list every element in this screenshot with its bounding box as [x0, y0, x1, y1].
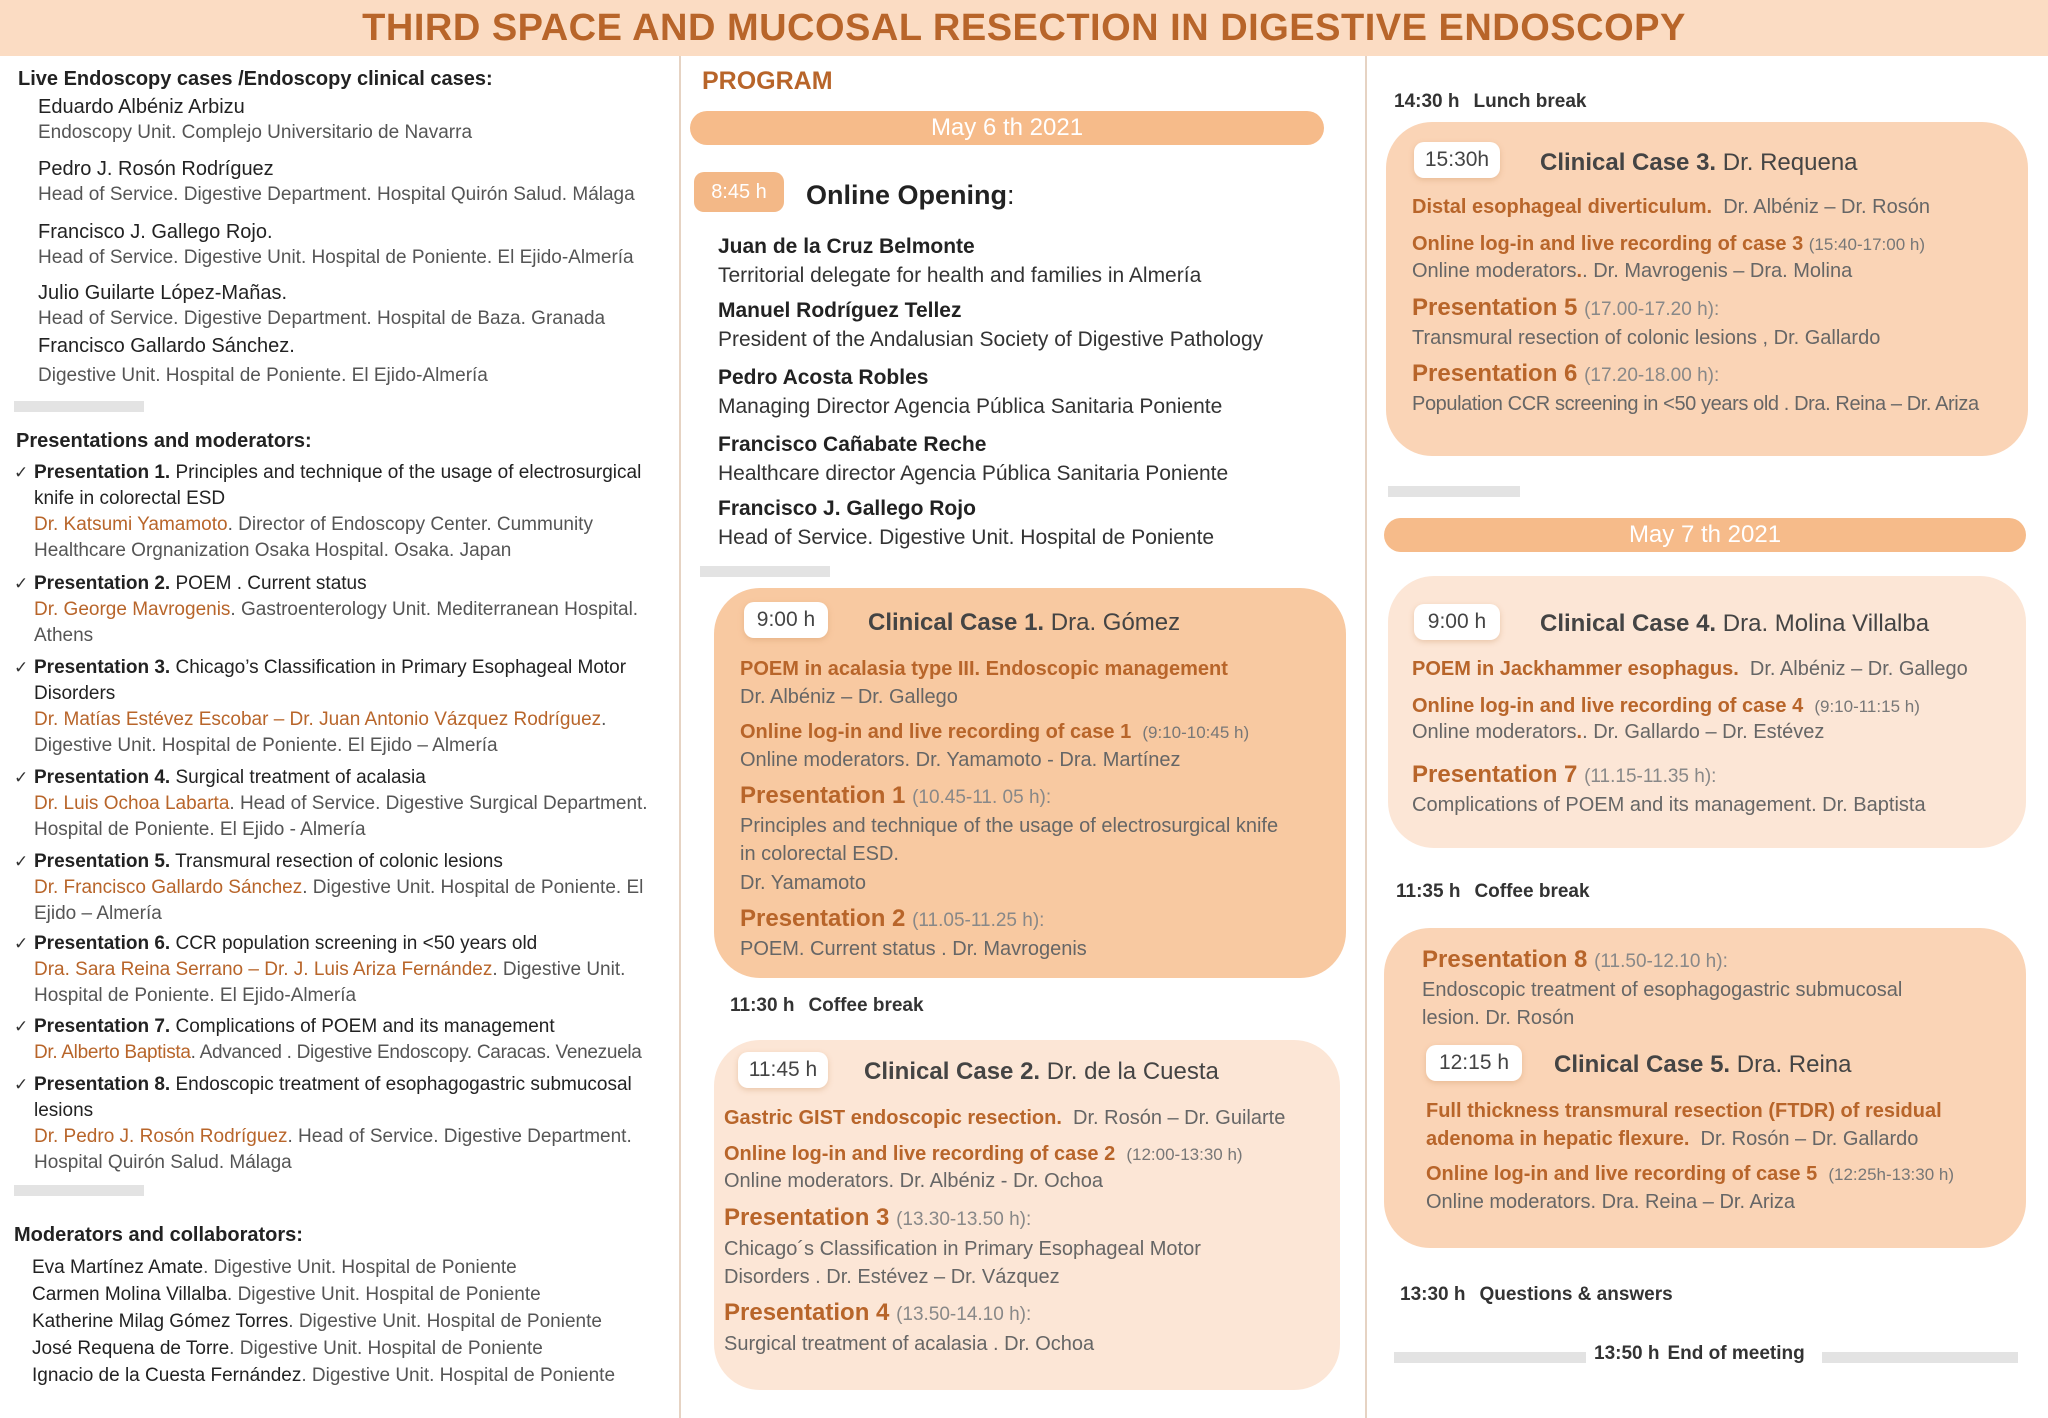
case4-p7-line — [1412, 791, 1926, 819]
live-person — [38, 94, 472, 146]
presentation-item — [14, 571, 670, 649]
break-label: Coffee break — [808, 995, 924, 1016]
break-label: Questions & answers — [1479, 1284, 1673, 1305]
case3-topic — [1412, 193, 1930, 221]
column-divider-left — [679, 56, 681, 1418]
presentation-affiliation: . Head of Service. Digestive Surgical Department. — [229, 793, 648, 814]
case-topic: POEM in Jackhammer esophagus. — [1412, 658, 1739, 680]
checkmark-icon: ✓ — [14, 934, 29, 953]
presentation-item — [14, 849, 670, 927]
title-bar — [0, 0, 2048, 56]
presentation-title: Transmural resection of colonic lesions — [175, 851, 503, 872]
presentation-label: Presentation 7 — [1412, 761, 1578, 788]
presentation-label: Presentation 3 — [724, 1204, 890, 1231]
live-time: (9:10-11:15 h) — [1814, 697, 1920, 716]
presentation-affiliation-cont: Hospital de Poniente. El Ejido-Almería — [34, 985, 357, 1006]
person-name: Francisco Gallardo Sánchez. — [38, 335, 295, 357]
break-label: End of meeting — [1667, 1343, 1805, 1364]
presentation-label: Presentation 6 — [1412, 360, 1578, 387]
coffee-break-2 — [1396, 881, 1590, 903]
presentation-text: lesion. Dr. Rosón — [1422, 1007, 1575, 1029]
case3-presentation-6 — [1412, 360, 1719, 388]
presentation-text: Dr. Yamamoto — [740, 872, 866, 894]
case4-title — [1540, 610, 1929, 638]
presentation-item — [14, 931, 670, 1009]
section-divider — [1394, 1352, 1586, 1363]
case5-topic-cont — [1426, 1125, 1918, 1153]
case2-p3-line — [724, 1263, 1060, 1291]
presentation-label: Presentation 1. — [34, 462, 171, 483]
live-person — [38, 156, 635, 208]
presentation-text: Surgical treatment of acalasia . Dr. Ochoa — [724, 1333, 1095, 1355]
case-label: Clinical Case 3. — [1540, 149, 1717, 176]
speaker-name: Pedro Acosta Robles — [718, 366, 929, 389]
day2-banner: May 7 th 2021 — [1384, 518, 2026, 552]
topic-doctors: Dr. Rosón – Dr. Guilarte — [1073, 1107, 1286, 1129]
speaker-affiliation: Healthcare director Agencia Pública Sanitaria Poniente — [718, 462, 1229, 485]
opening-speaker — [718, 296, 1263, 354]
presentation-title: Principles and technique of the usage of electrosurgical — [175, 462, 642, 483]
presentation-item — [14, 765, 670, 843]
live-recording: Online log-in and live recording of case 3 — [1412, 233, 1804, 255]
break-time: 11:35 h — [1396, 881, 1461, 902]
break-time: 13:30 h — [1400, 1284, 1466, 1305]
presentation-text: Population CCR screening in <50 years old . Dra. Reina – Dr. Ariza — [1412, 393, 1979, 415]
case2-presentation-3 — [724, 1204, 1031, 1232]
case2-title — [864, 1058, 1219, 1086]
presentation-time: (10.45-11. 05 h): — [912, 787, 1052, 808]
topic-doctors: Dr. Albéniz – Dr. Rosón — [1723, 196, 1930, 218]
case5-live — [1426, 1160, 1954, 1189]
collaborator — [32, 1335, 543, 1362]
case1-title — [868, 609, 1180, 637]
presentation-title: Complications of POEM and its management — [175, 1016, 555, 1037]
presentation-text: Disorders . Dr. Estévez – Dr. Vázquez — [724, 1266, 1060, 1288]
presentation-item — [14, 655, 670, 759]
speaker-name: Manuel Rodríguez Tellez — [718, 299, 962, 322]
collaborator — [32, 1362, 615, 1389]
moderators-names: . Dr. Gallardo – Dr. Estévez — [1582, 721, 1825, 743]
case5-topic — [1426, 1097, 1942, 1125]
live-time: (9:10-10:45 h) — [1142, 723, 1250, 742]
presentation-affiliation-cont: Ejido – Almería — [34, 903, 162, 924]
presentation-affiliation: . Digestive Unit. Hospital de Poniente. El — [302, 877, 644, 898]
presentation-affiliation-cont: Athens — [34, 625, 94, 646]
break-time: 14:30 h — [1394, 91, 1460, 112]
case5-title — [1554, 1051, 1851, 1079]
collaborator-affiliation: . Digestive Unit. Hospital de Poniente — [227, 1284, 541, 1305]
page-title: THIRD SPACE AND MUCOSAL RESECTION IN DIGESTIVE ENDOSCOPY — [362, 6, 1686, 49]
case3-time-badge: 15:30h — [1414, 142, 1500, 178]
case2-topic — [724, 1104, 1285, 1132]
presentation-title: CCR population screening in <50 years old — [175, 933, 538, 954]
presentation-label: Presentation 8. — [34, 1074, 171, 1095]
speaker-affiliation: Head of Service. Digestive Unit. Hospital de Poniente — [718, 526, 1215, 549]
presentation-label: Presentation 4. — [34, 767, 171, 788]
case1-topic — [740, 655, 1228, 683]
presentation-label: Presentation 3. — [34, 657, 171, 678]
section-divider — [14, 401, 144, 412]
presentation-text: Endoscopic treatment of esophagogastric submucosal — [1422, 979, 1903, 1001]
checkmark-icon: ✓ — [14, 1075, 29, 1094]
live-time: (12:25h-13:30 h) — [1828, 1165, 1955, 1184]
presentation-label: Presentation 1 — [740, 782, 906, 809]
case5-time-badge: 12:15 h — [1426, 1045, 1522, 1081]
case-doctor: Dr. de la Cuesta — [1046, 1058, 1219, 1085]
case1-p1-line — [740, 840, 899, 868]
presentation-affiliation: . Advanced . Digestive Endoscopy. Caracas. Venezuela — [190, 1042, 642, 1063]
case5-presentation-8 — [1422, 946, 1728, 974]
day1-banner: May 6 th 2021 — [690, 111, 1324, 145]
collaborator-name: Ignacio de la Cuesta Fernández — [32, 1365, 302, 1386]
case-topic: Gastric GIST endoscopic resection. — [724, 1107, 1062, 1129]
presentation-label: Presentation 2. — [34, 573, 171, 594]
case5-p8-line — [1422, 976, 1902, 1004]
person-affiliation: Endoscopy Unit. Complejo Universitario de Navarra — [38, 122, 473, 143]
opening-speaker — [718, 232, 1201, 290]
presentation-title: Surgical treatment of acalasia — [175, 767, 426, 788]
live-cases-heading: Live Endoscopy cases /Endoscopy clinical cases: — [18, 68, 493, 90]
moderators-names: . Dr. Mavrogenis – Dra. Molina — [1582, 260, 1853, 282]
case3-p6-line — [1412, 390, 1979, 418]
topic-doctors: Dr. Rosón – Dr. Gallardo — [1700, 1128, 1919, 1150]
presentation-title: Endoscopic treatment of esophagogastric submucosal — [175, 1074, 632, 1095]
presentation-text: Transmural resection of colonic lesions , Dr. Gallardo — [1412, 327, 1881, 349]
speaker-name: Francisco J. Gallego Rojo — [718, 497, 976, 520]
presentation-label: Presentation 2 — [740, 905, 906, 932]
checkmark-icon: ✓ — [14, 463, 29, 482]
person-affiliation: Digestive Unit. Hospital de Poniente. El Ejido-Almería — [38, 365, 488, 386]
moderators: Online moderators — [1412, 260, 1577, 282]
case4-time-badge: 9:00 h — [1414, 604, 1500, 640]
presentation-affiliation: . Gastroenterology Unit. Mediterranean Hospital. — [230, 599, 639, 620]
checkmark-icon: ✓ — [14, 1017, 29, 1036]
presentation-title-cont: knife in colorectal ESD — [34, 488, 226, 509]
topic-doctors: Dr. Albéniz – Dr. Gallego — [1749, 658, 1968, 680]
collaborator-name: José Requena de Torre — [32, 1338, 230, 1359]
presentation-label: Presentation 7. — [34, 1016, 171, 1037]
opening-title-text: Online Opening — [806, 180, 1007, 210]
checkmark-icon: ✓ — [14, 768, 29, 787]
moderators: Online moderators. Dr. Albéniz - Dr. Ochoa — [724, 1170, 1104, 1192]
speaker-name: Francisco Cañabate Reche — [718, 433, 987, 456]
presentation-label: Presentation 4 — [724, 1299, 890, 1326]
case1-p1-line — [740, 869, 866, 897]
opening-speaker — [718, 363, 1222, 421]
case-doctor: Dr. Requena — [1722, 149, 1858, 176]
case3-p5-line — [1412, 324, 1880, 352]
person-name: Julio Guilarte López-Mañas. — [38, 282, 288, 304]
case2-time-badge: 11:45 h — [738, 1052, 828, 1088]
presentation-label: Presentation 5. — [34, 851, 171, 872]
case-topic: Full thickness transmural resection (FTDR) of residual — [1426, 1100, 1942, 1122]
presentation-affiliation-cont: Healthcare Orgnanization Osaka Hospital. Osaka. Japan — [34, 540, 512, 561]
collaborator-name: Eva Martínez Amate — [32, 1257, 204, 1278]
checkmark-icon: ✓ — [14, 852, 29, 871]
presentation-time: (17.20-18.00 h): — [1584, 365, 1720, 386]
person-affiliation: Head of Service. Digestive Department. Hospital de Baza. Granada — [38, 308, 606, 329]
presentation-doctor: Dr. Francisco Gallardo Sánchez — [34, 877, 303, 898]
presentation-text: Chicago´s Classification in Primary Esophageal Motor — [724, 1238, 1201, 1260]
collaborators-heading: Moderators and collaborators: — [14, 1224, 303, 1246]
case1-moderators — [740, 746, 1181, 774]
live-recording: Online log-in and live recording of case 1 — [740, 721, 1132, 743]
presentation-affiliation-cont: Digestive Unit. Hospital de Poniente. El Ejido – Almería — [34, 735, 498, 756]
case1-topic-doctors — [740, 683, 958, 711]
collaborator-affiliation: . Digestive Unit. Hospital de Poniente — [203, 1257, 517, 1278]
case-label: Clinical Case 1. — [868, 609, 1045, 636]
case2-p4-line — [724, 1330, 1094, 1358]
presentation-time: (11.50-12.10 h): — [1594, 951, 1728, 972]
presentation-label: Presentation 6. — [34, 933, 171, 954]
presentations-heading: Presentations and moderators: — [16, 430, 312, 452]
end-of-meeting — [1594, 1343, 1805, 1365]
moderators: Online moderators. Dr. Yamamoto - Dra. Martínez — [740, 749, 1181, 771]
break-time: 13:50 h — [1594, 1343, 1660, 1364]
case1-presentation-2 — [740, 905, 1044, 933]
case3-presentation-5 — [1412, 294, 1719, 322]
case1-p1-line — [740, 812, 1278, 840]
live-recording: Online log-in and live recording of case 5 — [1426, 1163, 1818, 1185]
moderators: Online moderators. Dra. Reina – Dr. Ariza — [1426, 1191, 1796, 1213]
coffee-break-1 — [730, 995, 924, 1017]
presentation-affiliation: . Head of Service. Digestive Department. — [287, 1126, 632, 1147]
case1-live — [740, 718, 1249, 747]
collaborator — [32, 1281, 541, 1308]
presentation-title-cont: Disorders — [34, 683, 116, 704]
presentation-text: in colorectal ESD. — [740, 843, 899, 865]
case-doctor: Dra. Molina Villalba — [1722, 610, 1930, 637]
break-time: 11:30 h — [730, 995, 795, 1016]
presentation-affiliation: . Digestive Unit. — [492, 959, 626, 980]
collaborator-name: Carmen Molina Villalba — [32, 1284, 228, 1305]
case-topic-cont: adenoma in hepatic flexure. — [1426, 1128, 1690, 1150]
live-time: (15:40-17:00 h) — [1808, 235, 1926, 254]
case5-moderators — [1426, 1188, 1795, 1216]
section-divider — [1388, 486, 1520, 497]
case1-presentation-1 — [740, 782, 1051, 810]
presentation-time: (11.15-11.35 h): — [1584, 766, 1717, 787]
case3-title — [1540, 149, 1858, 177]
opening-colon: : — [1007, 180, 1015, 210]
presentation-item — [14, 460, 670, 564]
moderators: Online moderators — [1412, 721, 1577, 743]
case4-moderators: Online moderators.. Dr. Gallardo – Dr. Estévez — [1412, 721, 1825, 743]
opening-speaker — [718, 494, 1214, 552]
break-label: Lunch break — [1473, 91, 1587, 112]
case2-presentation-4 — [724, 1299, 1031, 1327]
person-name: Pedro J. Rosón Rodríguez — [38, 158, 274, 180]
presentation-text: Principles and technique of the usage of electrosurgical knife — [740, 815, 1279, 837]
case2-moderators — [724, 1167, 1103, 1195]
presentation-affiliation: . — [601, 709, 607, 730]
case5-p8-line — [1422, 1004, 1574, 1032]
case-label: Clinical Case 5. — [1554, 1051, 1731, 1078]
person-name: Francisco J. Gallego Rojo. — [38, 221, 273, 243]
case4-live — [1412, 692, 1920, 721]
case2-p3-line — [724, 1235, 1201, 1263]
live-recording: Online log-in and live recording of case 4 — [1412, 695, 1804, 717]
live-person — [38, 333, 488, 389]
collaborator — [32, 1308, 602, 1335]
presentation-title: Chicago’s Classification in Primary Esophageal Motor — [175, 657, 627, 678]
presentation-doctor: Dr. Matías Estévez Escobar – Dr. Juan Antonio Vázquez Rodríguez — [34, 709, 602, 730]
presentation-text: POEM. Current status . Dr. Mavrogenis — [740, 938, 1087, 960]
presentation-doctor: Dr. Luis Ochoa Labarta — [34, 793, 230, 814]
section-divider — [14, 1185, 144, 1196]
case-label: Clinical Case 4. — [1540, 610, 1717, 637]
presentation-label: Presentation 8 — [1422, 946, 1588, 973]
opening-time-badge: 8:45 h — [694, 172, 784, 212]
presentation-doctor: Dr. George Mavrogenis — [34, 599, 231, 620]
questions-answers — [1400, 1284, 1673, 1306]
program-heading: PROGRAM — [702, 67, 833, 95]
presentation-affiliation-cont: Hospital Quirón Salud. Málaga — [34, 1152, 292, 1173]
presentation-label: Presentation 5 — [1412, 294, 1578, 321]
live-recording: Online log-in and live recording of case 2 — [724, 1143, 1116, 1165]
collaborator-affiliation: . Digestive Unit. Hospital de Poniente — [229, 1338, 543, 1359]
case-label: Clinical Case 2. — [864, 1058, 1041, 1085]
presentation-title: POEM . Current status — [175, 573, 367, 594]
presentation-doctor: Dr. Alberto Baptista — [34, 1042, 191, 1063]
presentation-time: (17.00-17.20 h): — [1584, 299, 1720, 320]
presentation-item — [14, 1072, 670, 1176]
case-doctor: Dra. Gómez — [1050, 609, 1181, 636]
speaker-affiliation: Managing Director Agencia Pública Sanitaria Poniente — [718, 395, 1223, 418]
case4-presentation-7 — [1412, 761, 1716, 789]
presentation-text: Complications of POEM and its management. Dr. Baptista — [1412, 794, 1926, 816]
presentation-item — [14, 1014, 670, 1066]
case-topic: Distal esophageal diverticulum. — [1412, 196, 1713, 218]
case1-time-badge: 9:00 h — [744, 602, 828, 638]
person-affiliation: Head of Service. Digestive Unit. Hospital de Poniente. El Ejido-Almería — [38, 247, 634, 268]
collaborator-affiliation: . Digestive Unit. Hospital de Poniente — [301, 1365, 616, 1386]
opening-speaker — [718, 430, 1228, 488]
presentation-affiliation-cont: Hospital de Poniente. El Ejido - Almería — [34, 819, 366, 840]
case1-p2-line — [740, 935, 1087, 963]
opening-title — [806, 180, 1015, 211]
case-doctor: Dra. Reina — [1736, 1051, 1852, 1078]
case3-moderators: Online moderators.. Dr. Mavrogenis – Dra. Molina — [1412, 260, 1853, 282]
topic-doctors: Dr. Albéniz – Dr. Gallego — [740, 686, 958, 708]
case-topic: POEM in acalasia type III. Endoscopic management — [740, 658, 1228, 680]
presentation-time: (13.30-13.50 h): — [896, 1209, 1032, 1230]
presentation-doctor: Dr. Katsumi Yamamoto — [34, 514, 228, 535]
speaker-name: Juan de la Cruz Belmonte — [718, 235, 975, 258]
break-label: Coffee break — [1474, 881, 1590, 902]
case2-live — [724, 1140, 1243, 1169]
live-time: (12:00-13:30 h) — [1126, 1145, 1243, 1164]
checkmark-icon: ✓ — [14, 658, 29, 677]
section-divider — [700, 566, 830, 577]
case4-topic — [1412, 655, 1968, 683]
live-person — [38, 280, 605, 332]
live-person — [38, 219, 634, 271]
collaborator-name: Katherine Milag Gómez Torres — [32, 1311, 289, 1332]
collaborator — [32, 1254, 517, 1281]
presentation-time: (13.50-14.10 h): — [896, 1304, 1032, 1325]
speaker-affiliation: President of the Andalusian Society of Digestive Pathology — [718, 328, 1264, 351]
lunch-break — [1394, 91, 1586, 113]
section-divider — [1822, 1352, 2018, 1363]
checkmark-icon: ✓ — [14, 574, 29, 593]
case3-live — [1412, 230, 1925, 259]
presentation-doctor: Dra. Sara Reina Serrano – Dr. J. Luis Ariza Fernández — [34, 959, 493, 980]
presentation-affiliation: . Director of Endoscopy Center. Cummunity — [227, 514, 593, 535]
collaborator-affiliation: . Digestive Unit. Hospital de Poniente — [288, 1311, 602, 1332]
presentation-doctor: Dr. Pedro J. Rosón Rodríguez — [34, 1126, 288, 1147]
presentation-time: (11.05-11.25 h): — [912, 910, 1045, 931]
person-name: Eduardo Albéniz Arbizu — [38, 96, 245, 118]
presentation-title-cont: lesions — [34, 1100, 94, 1121]
column-divider-right — [1365, 56, 1367, 1418]
person-affiliation: Head of Service. Digestive Department. Hospital Quirón Salud. Málaga — [38, 184, 635, 205]
speaker-affiliation: Territorial delegate for health and families in Almería — [718, 264, 1202, 287]
